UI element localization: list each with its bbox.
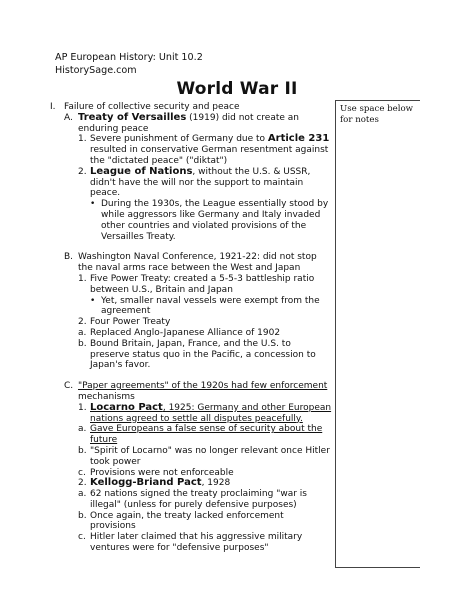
outline-item-a1: 1. Severe punishment of Germany due to Article 231 resulted in conservative German resentment against the "dictated peace" ("diktat") [78,133,330,166]
outline-item-c1b [50,446,332,468]
outline-marker: c. [78,467,86,478]
outline-text: Bound Britain, Japan, France, and the U.S. to preserve status quo in the Pacific, a concession to Japan's favor. [90,338,316,371]
outline-item-a2: 2. League of Nations, without the U.S. & USSR, didn't have the will nor the support to maintain peace. [78,165,311,199]
notes-column-bottom-rule [335,567,420,568]
outline-marker: I. [50,102,56,112]
outline-item-c2a [50,489,332,511]
outline-text: Failure of collective security and peace [64,102,240,112]
outline-text: Five Power Treaty: created a 5-5-3 battleship ratio between U.S., Britain and Japan [90,273,315,295]
outline-bullet [50,296,332,318]
outline-marker: C. [64,381,74,392]
outline-text: Provisions were not enforceable [90,467,234,478]
outline-text: Replaced Anglo-Japanese Alliance of 1902 [90,327,281,338]
bullet-icon: • [90,199,96,210]
outline-marker: b. [78,445,87,456]
outline-text: During the 1930s, the League essentially stood by while aggressors like Germany and Italy invaded other countries and violated provisions of the Versailles Treaty. [101,199,329,242]
document-header [55,52,203,77]
article-231-term: Article 231 [267,133,330,145]
outline-marker: a. [78,489,87,500]
outline-item-b [50,252,332,274]
page-title: World War II [176,79,298,99]
outline-item-b2 [50,317,332,328]
outline-item-c2c [50,532,332,554]
outline-marker: 2. [78,478,87,489]
outline-item-a [50,113,332,135]
locarno-pact-term: Locarno Pact [90,401,163,413]
kellogg-briand-pact-term: Kellogg-Briand Pact [90,477,202,489]
treaty-of-versailles-term: Treaty of Versailles [78,111,187,123]
outline-item-b2b [50,339,332,371]
outline-item-c1: 1. Locarno Pact, 1925: Germany and other European nations agreed to settle all disputes peacefully. [78,401,332,424]
outline-item-b1 [50,274,332,296]
outline-item-b2a [50,328,332,339]
notes-column-label: Use space below for notes [340,104,414,125]
outline-marker: a. [78,327,87,338]
outline-text: Once again, the treaty lacked enforcement provisions [90,510,284,532]
outline-text: (1919) did not create an enduring peace [78,112,299,134]
outline-text: "Spirit of Locarno" was no longer relevant once Hitler took power [90,445,330,467]
outline-item-c2b [50,511,332,533]
league-of-nations-term: League of Nations [90,165,193,177]
outline-marker: 1. [78,273,87,284]
notes-column-divider [335,100,336,568]
outline-text: 62 nations signed the treaty proclaiming "war is illegal" (unless for purely defensive purposes) [90,489,307,510]
outline-marker: B. [64,252,74,263]
outline-bullet [50,199,332,242]
paper-agreements-phrase: "Paper agreements" of the 1920s had few enforcement [78,381,328,392]
outline-marker: 1. [78,402,87,413]
outline-marker: A. [64,112,73,123]
course-unit-line: AP European History: Unit 10.2 [55,52,203,63]
outline-marker: 2. [78,317,87,328]
outline-body [50,102,332,554]
source-site-line: HistorySage.com [55,64,137,76]
notes-column-top-rule [335,100,420,101]
outline-text: Yet, smaller naval vessels were exempt from the agreement [101,295,320,317]
outline-item-c1a [50,424,332,446]
outline-text: Washington Naval Conference, 1921-22: did not stop the naval arms race between the West and Japan [78,252,317,274]
outline-marker: a. [78,424,87,435]
outline-marker: c. [78,532,86,543]
outline-item-c2: 2. Kellogg-Briand Pact, 1928 [78,477,231,489]
outline-text: Gave Europeans a false sense of security about the future [90,424,323,446]
outline-marker: b. [78,338,87,349]
outline-text: Four Power Treaty [90,317,171,328]
outline-text: Hitler later claimed that his aggressive military ventures were for "defensive purposes" [90,532,303,554]
outline-marker: b. [78,510,87,521]
bullet-icon: • [90,295,96,306]
outline-item-c: C. "Paper agreements" of the 1920s had few enforcement mechanisms [64,381,328,402]
outline-marker: 1. [78,134,87,145]
outline-marker: 2. [78,166,87,177]
